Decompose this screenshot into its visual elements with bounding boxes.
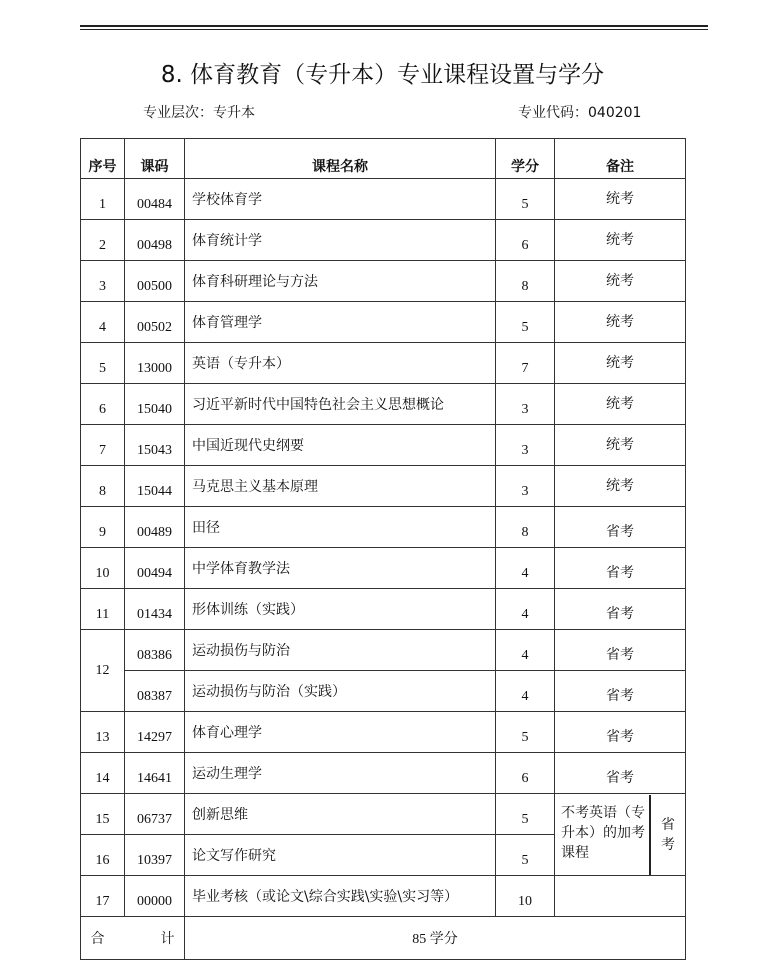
row-name: 中国近现代史纲要 <box>185 425 496 466</box>
row-num: 11 <box>81 589 125 630</box>
elective-note-text: 不考英语（专升本）的加考课程 <box>561 804 645 861</box>
table-row <box>81 589 686 630</box>
row-credit: 4 <box>496 589 555 630</box>
row-code: 00494 <box>125 548 185 589</box>
row-num: 3 <box>81 261 125 302</box>
course-table <box>80 138 686 960</box>
table-row <box>81 671 686 712</box>
table-row <box>81 179 686 220</box>
row-note: 统考 <box>555 466 686 507</box>
total-value: 85 学分 <box>185 917 686 960</box>
row-name: 创新思维 <box>185 794 496 835</box>
row-code: 08387 <box>125 671 185 712</box>
page-title: 8. 体育教育（专升本）专业课程设置与学分 <box>160 62 605 88</box>
row-note: 统考 <box>555 425 686 466</box>
row-name: 运动生理学 <box>185 753 496 794</box>
row-code: 08386 <box>125 630 185 671</box>
row-name: 毕业考核（或论文\综合实践\实验\实习等） <box>185 876 496 917</box>
table-header-row <box>81 139 686 179</box>
table-row <box>81 220 686 261</box>
top-rule-thick <box>80 25 708 27</box>
major-level: 专业层次：专升本 <box>143 105 255 121</box>
row-name: 运动损伤与防治（实践） <box>185 671 496 712</box>
table-row <box>81 384 686 425</box>
row-code: 14641 <box>125 753 185 794</box>
row-credit: 3 <box>496 425 555 466</box>
total-label: 合 计 <box>81 917 185 960</box>
row-name: 英语（专升本） <box>185 343 496 384</box>
row-note: 统考 <box>555 261 686 302</box>
header-note: 备注 <box>555 139 686 179</box>
row-note: 省考 <box>555 712 686 753</box>
row-code: 00000 <box>125 876 185 917</box>
row-name: 体育心理学 <box>185 712 496 753</box>
row-code: 00484 <box>125 179 185 220</box>
row-code: 14297 <box>125 712 185 753</box>
row-num: 12 <box>81 630 125 712</box>
row-note <box>555 876 686 917</box>
row-name: 中学体育教学法 <box>185 548 496 589</box>
row-note: 省考 <box>555 589 686 630</box>
row-credit: 10 <box>496 876 555 917</box>
row-num: 7 <box>81 425 125 466</box>
row-name: 马克思主义基本原理 <box>185 466 496 507</box>
row-code: 00502 <box>125 302 185 343</box>
row-name: 田径 <box>185 507 496 548</box>
row-credit: 5 <box>496 179 555 220</box>
row-num: 14 <box>81 753 125 794</box>
row-num: 13 <box>81 712 125 753</box>
row-num: 6 <box>81 384 125 425</box>
table-row <box>81 425 686 466</box>
row-credit: 5 <box>496 302 555 343</box>
row-code: 15043 <box>125 425 185 466</box>
row-num: 5 <box>81 343 125 384</box>
row-note: 省考 <box>555 630 686 671</box>
row-note: 统考 <box>555 343 686 384</box>
table-row <box>81 712 686 753</box>
row-name: 运动损伤与防治 <box>185 630 496 671</box>
row-credit: 5 <box>496 835 555 876</box>
row-credit: 8 <box>496 507 555 548</box>
row-num: 9 <box>81 507 125 548</box>
row-note: 省考 <box>555 548 686 589</box>
top-rule-thin <box>80 29 708 30</box>
table-row <box>81 630 686 671</box>
row-credit: 5 <box>496 712 555 753</box>
row-name: 形体训练（实践） <box>185 589 496 630</box>
row-credit: 7 <box>496 343 555 384</box>
header-code: 课码 <box>125 139 185 179</box>
row-note: 省考 <box>555 753 686 794</box>
row-num: 17 <box>81 876 125 917</box>
row-name: 学校体育学 <box>185 179 496 220</box>
row-code: 06737 <box>125 794 185 835</box>
total-row <box>81 917 686 960</box>
row-name: 体育统计学 <box>185 220 496 261</box>
row-code: 15044 <box>125 466 185 507</box>
row-code: 15040 <box>125 384 185 425</box>
table-row <box>81 466 686 507</box>
row-num: 1 <box>81 179 125 220</box>
table-row <box>81 343 686 384</box>
table-row <box>81 794 686 835</box>
elective-note <box>555 794 686 876</box>
row-note: 省考 <box>555 671 686 712</box>
row-name: 体育科研理论与方法 <box>185 261 496 302</box>
row-credit: 3 <box>496 384 555 425</box>
row-note: 统考 <box>555 220 686 261</box>
row-code: 00498 <box>125 220 185 261</box>
table-row <box>81 548 686 589</box>
table-row <box>81 876 686 917</box>
elective-note-tag: 省考 <box>649 795 685 875</box>
row-credit: 4 <box>496 548 555 589</box>
row-credit: 4 <box>496 671 555 712</box>
table-row <box>81 753 686 794</box>
row-credit: 5 <box>496 794 555 835</box>
row-credit: 6 <box>496 220 555 261</box>
row-code: 00500 <box>125 261 185 302</box>
row-credit: 4 <box>496 630 555 671</box>
row-code: 00489 <box>125 507 185 548</box>
table-row <box>81 507 686 548</box>
row-num: 16 <box>81 835 125 876</box>
row-name: 体育管理学 <box>185 302 496 343</box>
row-num: 15 <box>81 794 125 835</box>
row-note: 省考 <box>555 507 686 548</box>
row-credit: 3 <box>496 466 555 507</box>
row-note: 统考 <box>555 384 686 425</box>
row-name: 论文写作研究 <box>185 835 496 876</box>
header-num: 序号 <box>81 139 125 179</box>
table-row <box>81 302 686 343</box>
row-note: 统考 <box>555 179 686 220</box>
major-code: 专业代码：040201 <box>518 105 642 121</box>
row-credit: 8 <box>496 261 555 302</box>
row-code: 01434 <box>125 589 185 630</box>
row-num: 10 <box>81 548 125 589</box>
row-credit: 6 <box>496 753 555 794</box>
row-note: 统考 <box>555 302 686 343</box>
header-credit: 学分 <box>496 139 555 179</box>
row-num: 4 <box>81 302 125 343</box>
row-num: 8 <box>81 466 125 507</box>
table-row <box>81 261 686 302</box>
header-name: 课程名称 <box>185 139 496 179</box>
row-code: 13000 <box>125 343 185 384</box>
row-name: 习近平新时代中国特色社会主义思想概论 <box>185 384 496 425</box>
row-code: 10397 <box>125 835 185 876</box>
row-num: 2 <box>81 220 125 261</box>
